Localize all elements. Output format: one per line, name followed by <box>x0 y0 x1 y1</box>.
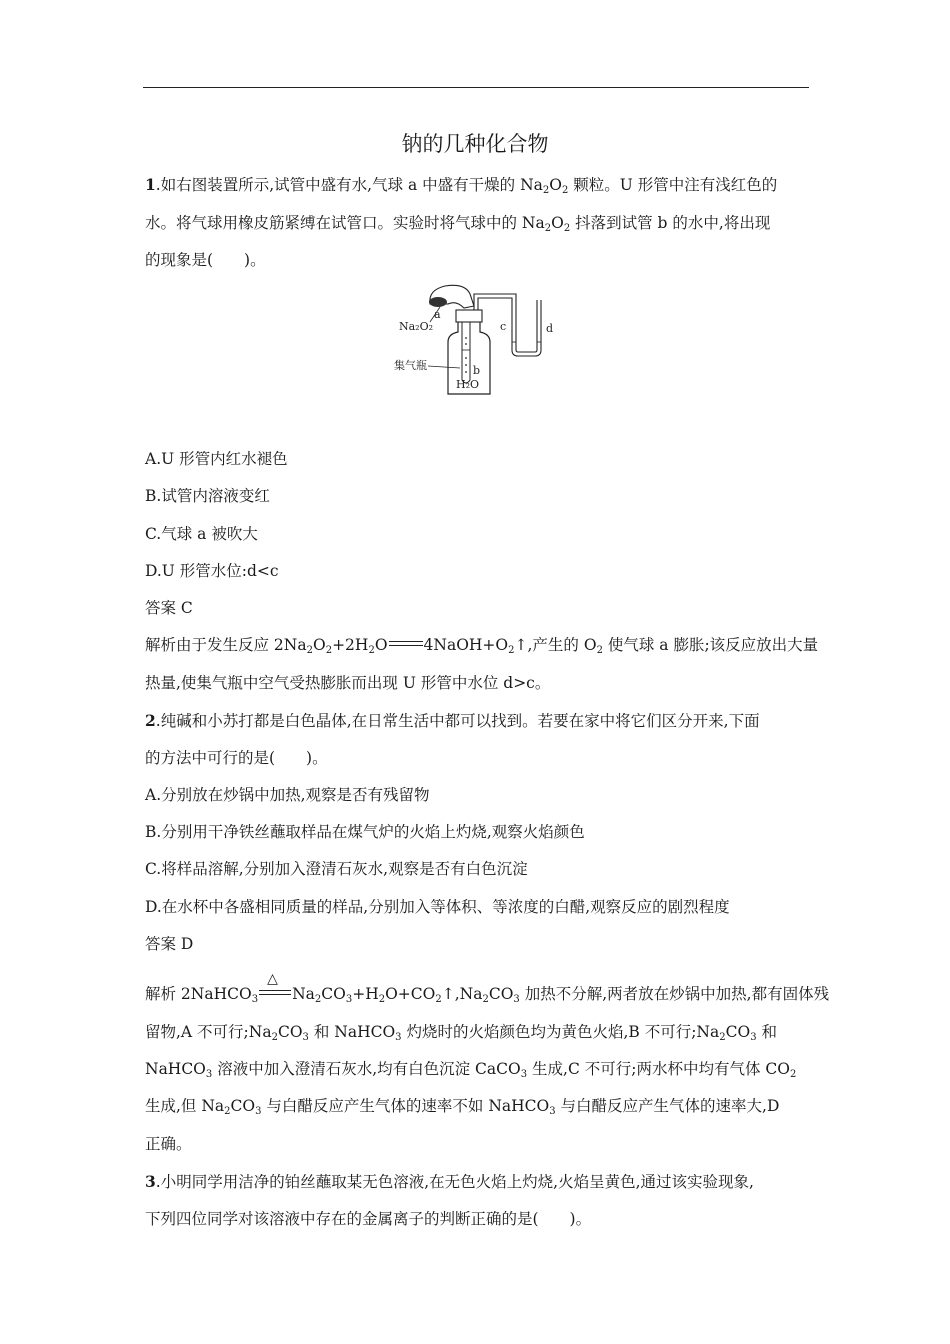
q1-stem-line3: 的现象是( )。 <box>145 251 266 269</box>
header-rule <box>143 87 809 88</box>
stopper <box>456 310 482 322</box>
equal-sign <box>389 641 423 646</box>
q2-option-c: C.将样品溶解,分别加入澄清石灰水,观察是否有白色沉淀 <box>145 860 528 878</box>
q3-stem-line1: 3.小明同学用洁净的铂丝蘸取某无色溶液,在无色火焰上灼烧,火焰呈黄色,通过该实验现象, <box>145 1172 754 1191</box>
test-tube-b <box>462 322 470 383</box>
q2-explanation-line1: 解析 2NaHCO$_3$ △ $Na_2CO_3+H_2O+CO_2↑,Na_2CO_3$ 加热不分解,两者放在炒锅中加热,都有固体残 <box>145 971 830 1005</box>
q2-explanation-line5: 正确。 <box>145 1135 192 1153</box>
q1-explanation-line2: 热量,使集气瓶中空气受热膨胀而出现 U 形管中水位 d>c。 <box>145 674 551 692</box>
q1-answer: 答案 C <box>145 599 193 617</box>
q1-option-c: C.气球 a 被吹大 <box>145 525 258 543</box>
q1-option-d: D.U 形管水位:d<c <box>145 562 279 580</box>
q2-explanation-line2: 留物,A 不可行$;Na_2CO_3$ 和 NaHCO$_3$ 灼烧时的火焰颜色均为黄色火焰,B 不可行$;Na_2CO_3$ 和 <box>145 1023 777 1043</box>
q2-explanation-line3: NaHCO$_3$ 溶液中加入澄清石灰水,均有白色沉淀 CaCO$_3$ 生成,C 不可行;两水杯中均有气体 $CO_2$ <box>145 1060 797 1080</box>
label-b: b <box>473 364 481 377</box>
q2-stem-line1: 2.纯碱和小苏打都是白色晶体,在日常生活中都可以找到。若要在家中将它们区分开来,下面 <box>145 711 760 730</box>
page-title: 钠的几种化合物 <box>401 132 549 156</box>
label-d: d <box>546 322 554 335</box>
label-bottle: 集气瓶 <box>394 359 427 372</box>
q1-option-a: A.U 形管内红水褪色 <box>145 450 288 468</box>
q2-option-b: B.分别用干净铁丝蘸取样品在煤气炉的火焰上灼烧,观察火焰颜色 <box>145 823 585 841</box>
heating-equal-sign: △ <box>259 990 291 995</box>
apparatus-figure <box>390 280 570 400</box>
q2-stem-line2: 的方法中可行的是( )。 <box>145 749 328 767</box>
na2o2-granules <box>429 297 447 307</box>
q1-stem-line1: 1.如右图装置所示,试管中盛有水,气球 a 中盛有干燥的 $Na_2O_2$ 颗粒。U 形管中注有浅红色的 <box>145 175 778 196</box>
label-a: a <box>434 308 441 321</box>
label-water: H₂O <box>456 378 480 391</box>
q1-option-b: B.试管内溶液变红 <box>145 487 270 505</box>
label-c: c <box>500 320 507 333</box>
u-tube <box>478 298 541 356</box>
q2-option-d: D.在水杯中各盛相同质量的样品,分别加入等体积、等浓度的白醋,观察反应的剧烈程度 <box>145 898 730 916</box>
label-na2o2: Na₂O₂ <box>399 320 434 333</box>
q2-answer: 答案 D <box>145 935 194 953</box>
q1-stem-line2: 水。将气球用橡皮筋紧缚在试管口。实验时将气球中的 $Na_2O_2$ 抖落到试管 b 的水中,将出现 <box>145 214 771 234</box>
q3-stem-line2: 下列四位同学对该溶液中存在的金属离子的判断正确的是( )。 <box>145 1210 592 1228</box>
q1-explanation-line1: 解析由于发生反应 $2Na_2O_2+2H_2O$ $4NaOH+O_2↑$,产生的 $O_2$ 使气球 a 膨胀;该反应放出大量 <box>145 636 819 656</box>
q2-explanation-line4: 生成,但 $Na_2CO_3$ 与白醋反应产生气体的速率不如 NaHCO$_3$ 与白醋反应产生气体的速率大,D <box>145 1097 780 1117</box>
q2-option-a: A.分别放在炒锅中加热,观察是否有残留物 <box>145 786 430 804</box>
